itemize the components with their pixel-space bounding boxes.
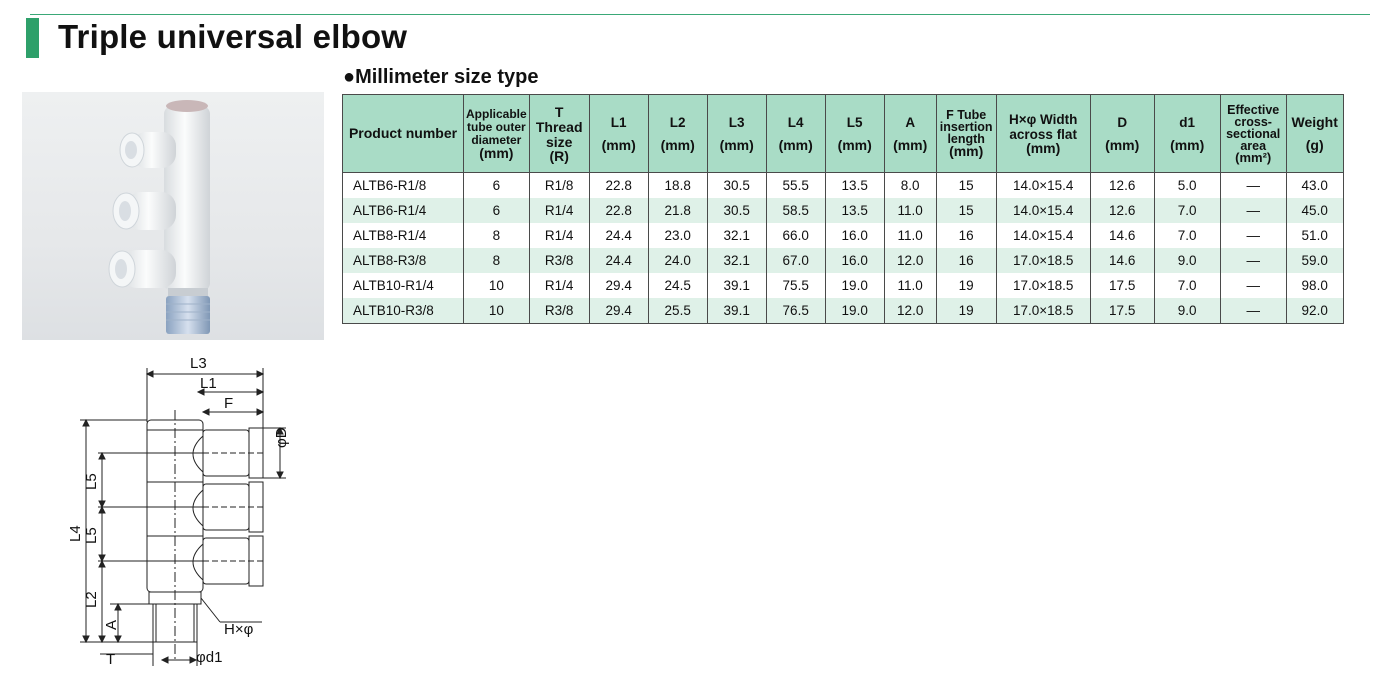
spec-table: [342, 94, 1344, 324]
col-header: L1 (mm): [589, 95, 648, 173]
dim-label-d1: φd1: [196, 649, 223, 666]
table-cell: 14.6: [1090, 248, 1154, 273]
table-cell: 45.0: [1286, 198, 1343, 223]
table-cell: 22.8: [589, 173, 648, 199]
table-cell: —: [1220, 273, 1286, 298]
product-number-cell: ALTB10-R1/4: [343, 273, 464, 298]
table-cell: 15: [936, 173, 996, 199]
table-cell: 7.0: [1154, 273, 1220, 298]
table-cell: 17.5: [1090, 273, 1154, 298]
table-cell: 9.0: [1154, 248, 1220, 273]
table-cell: 76.5: [766, 298, 825, 324]
table-cell: 17.0×18.5: [996, 248, 1090, 273]
table-row: [343, 248, 1344, 273]
table-cell: 14.0×15.4: [996, 198, 1090, 223]
col-header: d1 (mm): [1154, 95, 1220, 173]
table-cell: 6: [464, 173, 530, 199]
table-cell: 17.0×18.5: [996, 298, 1090, 324]
table-cell: R1/4: [529, 198, 589, 223]
section-subtitle: ●Millimeter size type: [343, 66, 539, 88]
table-cell: 19.0: [825, 273, 884, 298]
table-cell: 16.0: [825, 248, 884, 273]
table-cell: 12.6: [1090, 173, 1154, 199]
table-cell: 5.0: [1154, 173, 1220, 199]
table-cell: 21.8: [648, 198, 707, 223]
table-cell: 12.0: [884, 298, 936, 324]
dim-label-l3: L3: [190, 355, 207, 372]
product-photo: [22, 92, 324, 340]
dim-label-f: F: [224, 395, 234, 412]
col-header: F Tube insertion length (mm): [936, 95, 996, 173]
table-cell: 59.0: [1286, 248, 1343, 273]
table-cell: 12.0: [884, 248, 936, 273]
col-header: L4 (mm): [766, 95, 825, 173]
table-cell: 16: [936, 248, 996, 273]
dim-label-a: A: [103, 619, 120, 630]
table-cell: 58.5: [766, 198, 825, 223]
col-header: Effective cross-sectional area (mm²): [1220, 95, 1286, 173]
dim-label-l5a: L5: [83, 473, 100, 490]
product-number-cell: ALTB10-R3/8: [343, 298, 464, 324]
table-row: [343, 273, 1344, 298]
table-cell: 39.1: [707, 273, 766, 298]
table-cell: 98.0: [1286, 273, 1343, 298]
table-cell: —: [1220, 248, 1286, 273]
table-cell: 9.0: [1154, 298, 1220, 324]
table-cell: 25.5: [648, 298, 707, 324]
table-cell: R3/8: [529, 248, 589, 273]
table-cell: —: [1220, 198, 1286, 223]
table-cell: 13.5: [825, 173, 884, 199]
table-cell: 22.8: [589, 198, 648, 223]
table-cell: 30.5: [707, 173, 766, 199]
table-cell: 11.0: [884, 223, 936, 248]
table-cell: 10: [464, 273, 530, 298]
table-cell: 75.5: [766, 273, 825, 298]
table-cell: 67.0: [766, 248, 825, 273]
table-cell: 13.5: [825, 198, 884, 223]
product-number-cell: ALTB6-R1/8: [343, 173, 464, 199]
col-header: L3 (mm): [707, 95, 766, 173]
page-title: Triple universal elbow: [58, 18, 408, 55]
table-cell: 92.0: [1286, 298, 1343, 324]
table-cell: 24.5: [648, 273, 707, 298]
table-cell: 16.0: [825, 223, 884, 248]
table-cell: 30.5: [707, 198, 766, 223]
table-cell: 51.0: [1286, 223, 1343, 248]
dim-label-d: φD: [273, 427, 290, 448]
table-cell: 24.4: [589, 223, 648, 248]
table-cell: 8.0: [884, 173, 936, 199]
table-cell: 8: [464, 223, 530, 248]
col-header: L5 (mm): [825, 95, 884, 173]
dim-label-l5b: L5: [83, 527, 100, 544]
dimension-drawing: [50, 350, 340, 690]
dim-label-l4: L4: [67, 525, 84, 542]
table-cell: R3/8: [529, 298, 589, 324]
table-cell: 7.0: [1154, 198, 1220, 223]
col-header: L2 (mm): [648, 95, 707, 173]
product-number-cell: ALTB8-R1/4: [343, 223, 464, 248]
table-cell: R1/4: [529, 223, 589, 248]
col-header: D (mm): [1090, 95, 1154, 173]
table-cell: 43.0: [1286, 173, 1343, 199]
table-cell: 7.0: [1154, 223, 1220, 248]
table-cell: R1/4: [529, 273, 589, 298]
table-cell: 14.0×15.4: [996, 173, 1090, 199]
table-cell: 11.0: [884, 198, 936, 223]
table-cell: —: [1220, 173, 1286, 199]
table-cell: 32.1: [707, 248, 766, 273]
col-header: Applicable tube outer diameter (mm): [464, 95, 530, 173]
dim-label-l1: L1: [200, 375, 217, 392]
table-cell: 8: [464, 248, 530, 273]
table-cell: 19: [936, 298, 996, 324]
top-rule: [30, 14, 1370, 15]
table-cell: 19: [936, 273, 996, 298]
table-cell: 23.0: [648, 223, 707, 248]
table-row: [343, 298, 1344, 324]
dim-label-t: T: [106, 651, 116, 668]
table-cell: 12.6: [1090, 198, 1154, 223]
table-cell: 10: [464, 298, 530, 324]
table-cell: 39.1: [707, 298, 766, 324]
table-row: [343, 173, 1344, 199]
table-cell: —: [1220, 223, 1286, 248]
table-cell: 55.5: [766, 173, 825, 199]
table-cell: 29.4: [589, 273, 648, 298]
table-row: [343, 198, 1344, 223]
table-cell: 24.0: [648, 248, 707, 273]
table-cell: 6: [464, 198, 530, 223]
product-number-cell: ALTB8-R3/8: [343, 248, 464, 273]
table-header-row: [343, 95, 1344, 173]
table-row: [343, 223, 1344, 248]
table-cell: 16: [936, 223, 996, 248]
table-cell: 24.4: [589, 248, 648, 273]
table-cell: 11.0: [884, 273, 936, 298]
title-accent-bar: [26, 18, 39, 58]
dim-label-hphi: H×φ: [224, 621, 254, 638]
table-cell: 17.0×18.5: [996, 273, 1090, 298]
table-cell: 29.4: [589, 298, 648, 324]
table-cell: 15: [936, 198, 996, 223]
col-header: H×φ Width across flat (mm): [996, 95, 1090, 173]
col-header: Product number: [343, 95, 464, 173]
table-cell: 19.0: [825, 298, 884, 324]
table-cell: 14.6: [1090, 223, 1154, 248]
table-cell: 66.0: [766, 223, 825, 248]
col-header: Weight (g): [1286, 95, 1343, 173]
product-number-cell: ALTB6-R1/4: [343, 198, 464, 223]
table-cell: 14.0×15.4: [996, 223, 1090, 248]
table-cell: 32.1: [707, 223, 766, 248]
table-cell: 17.5: [1090, 298, 1154, 324]
table-cell: —: [1220, 298, 1286, 324]
table-cell: R1/8: [529, 173, 589, 199]
dim-label-l2: L2: [83, 591, 100, 608]
col-header: A (mm): [884, 95, 936, 173]
table-cell: 18.8: [648, 173, 707, 199]
col-header: T Thread size (R): [529, 95, 589, 173]
